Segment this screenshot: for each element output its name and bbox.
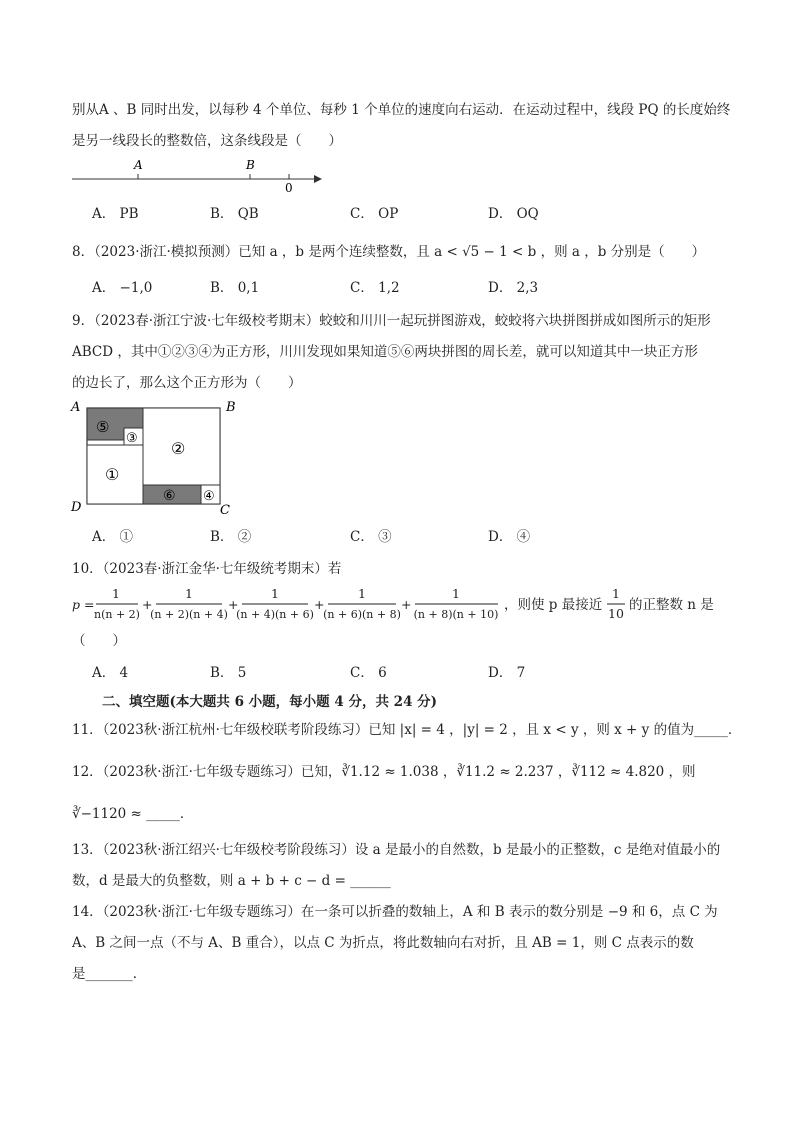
q9-text-line2: ABCD ，其中①②③④为正方形，川川发现如果知道⑤⑥两块拼图的周长差，就可以知道其中一块正方形: [72, 344, 698, 360]
piece-1-label: ①: [105, 465, 120, 484]
corner-b-label: B: [226, 400, 236, 415]
q11-text: 11．（2023秋·浙江杭州·七年级校联考阶段练习）已知 |x| = 4 ，|y| = 2 ，且 x < y ，则 x + y 的值为_____．: [72, 722, 742, 738]
term1-num: 1: [112, 586, 120, 601]
formula-tail2: 的正整数 n 是: [629, 597, 714, 613]
q14-text-line1: 14．（2023秋·浙江·七年级专题练习）在一条可以折叠的数轴上，A 和 B 表示的数分别是 −9 和 6，点 C 为: [72, 904, 718, 920]
q10-option-b: B． 5: [210, 665, 247, 681]
q8-text: 8．（2023·浙江·模拟预测）已知 a ，b 是两个连续整数，且 a < √5 − 1 < b ，则 a ，b 分别是（ ）: [72, 244, 706, 260]
q14-text-line2: A、B 之间一点（不与 A、B 重合），以点 C 为折点，将此数轴向右对折，且 AB = 1，则 C 点表示的数: [72, 935, 694, 951]
q7-text-line2: 是另一线段长的整数倍，这条线段是（ ）: [72, 133, 342, 149]
plus-3: +: [314, 597, 325, 612]
q7-option-d: D． OQ: [488, 206, 539, 222]
section-heading: 二、填空题(本大题共 6 小题，每小题 4 分，共 24 分): [102, 694, 438, 710]
q13-text-line1: 13．（2023秋·浙江绍兴·七年级校考阶段练习）设 a 是最小的自然数，b 是最小的正整数，c 是绝对值最小的: [72, 842, 721, 858]
piece-2-label: ②: [171, 439, 186, 458]
term4-den: (n + 6)(n + 8): [323, 608, 401, 621]
corner-a-label: A: [71, 400, 81, 415]
q9-option-a: A． ①: [92, 529, 134, 545]
q12-text-line1: 12．（2023秋·浙江·七年级专题练习）已知，∛1.12 ≈ 1.038 ，∛11.2 ≈ 2.237 ，∛112 ≈ 4.820 ，则: [72, 764, 696, 780]
piece-6-label: ⑥: [163, 488, 176, 504]
term2-num: 1: [185, 586, 193, 601]
q10-option-a: A． 4: [92, 665, 129, 681]
q8-option-b: B． 0,1: [210, 280, 260, 296]
formula-tail1: ，则使 p 最接近: [504, 597, 603, 613]
q14-text-line3: 是_______．: [72, 966, 147, 982]
term4-num: 1: [358, 586, 366, 601]
q7-option-c: C． OP: [350, 206, 399, 222]
q10-formula: [72, 584, 732, 626]
term1-den: n(n + 2): [94, 608, 140, 621]
q7-option-a: A． PB: [92, 206, 139, 222]
q12-text-line2: ∛−1120 ≈ _____．: [72, 806, 194, 822]
origin-label: 0: [285, 181, 293, 195]
q9-option-d: D． ④: [488, 529, 531, 545]
term5-den: (n + 8)(n + 10): [413, 608, 499, 621]
corner-d-label: D: [71, 500, 82, 515]
plus-4: +: [401, 597, 412, 612]
point-b-label: B: [246, 158, 255, 172]
q9-text-line3: 的边长了，那么这个正方形为（ ）: [72, 375, 302, 391]
q8-option-a: A． −1,0: [92, 280, 153, 296]
piece-4-label: ④: [203, 489, 215, 504]
q9-option-c: C． ③: [350, 529, 392, 545]
q9-option-b: B． ②: [210, 529, 252, 545]
q8-option-d: D． 2,3: [488, 280, 539, 296]
q10-option-c: C． 6: [350, 665, 387, 681]
plus-2: +: [228, 597, 239, 612]
term3-num: 1: [271, 586, 279, 601]
q10-option-d: D． 7: [488, 665, 526, 681]
rectangle-puzzle-figure: [68, 396, 248, 518]
point-a-label: A: [134, 158, 143, 172]
corner-c-label: C: [220, 503, 230, 518]
q7-text-line1: 别从A 、B 同时出发，以每秒 4 个单位、每秒 1 个单位的速度向右运动．在运动过程中，线段 PQ 的长度始终: [72, 102, 731, 118]
q7-option-b: B． QB: [210, 206, 259, 222]
piece-3-label: ③: [126, 431, 138, 446]
piece-5-label: ⑤: [96, 418, 110, 436]
term2-den: (n + 2)(n + 4): [150, 608, 228, 621]
frac-num: 1: [612, 586, 620, 601]
term5-num: 1: [452, 586, 460, 601]
q10-text-line1: 10．（2023春·浙江金华·七年级统考期末）若: [72, 561, 342, 577]
number-line-arrow: [314, 175, 322, 183]
q8-option-c: C． 1,2: [350, 280, 400, 296]
frac-den: 10: [608, 606, 624, 621]
number-line-figure: [70, 155, 330, 195]
term3-den: (n + 4)(n + 6): [236, 608, 314, 621]
q10-text-line3: （ ）: [72, 633, 126, 649]
formula-lhs: p =: [72, 597, 95, 612]
q9-text-line1: 9．（2023春·浙江宁波·七年级校考期末）蛟蛟和川川一起玩拼图游戏，蛟蛟将六块拼图拼成如图所示的矩形: [72, 313, 711, 329]
q13-text-line2: 数，d 是最大的负整数，则 a + b + c − d = ______: [72, 873, 391, 889]
plus-1: +: [142, 597, 153, 612]
